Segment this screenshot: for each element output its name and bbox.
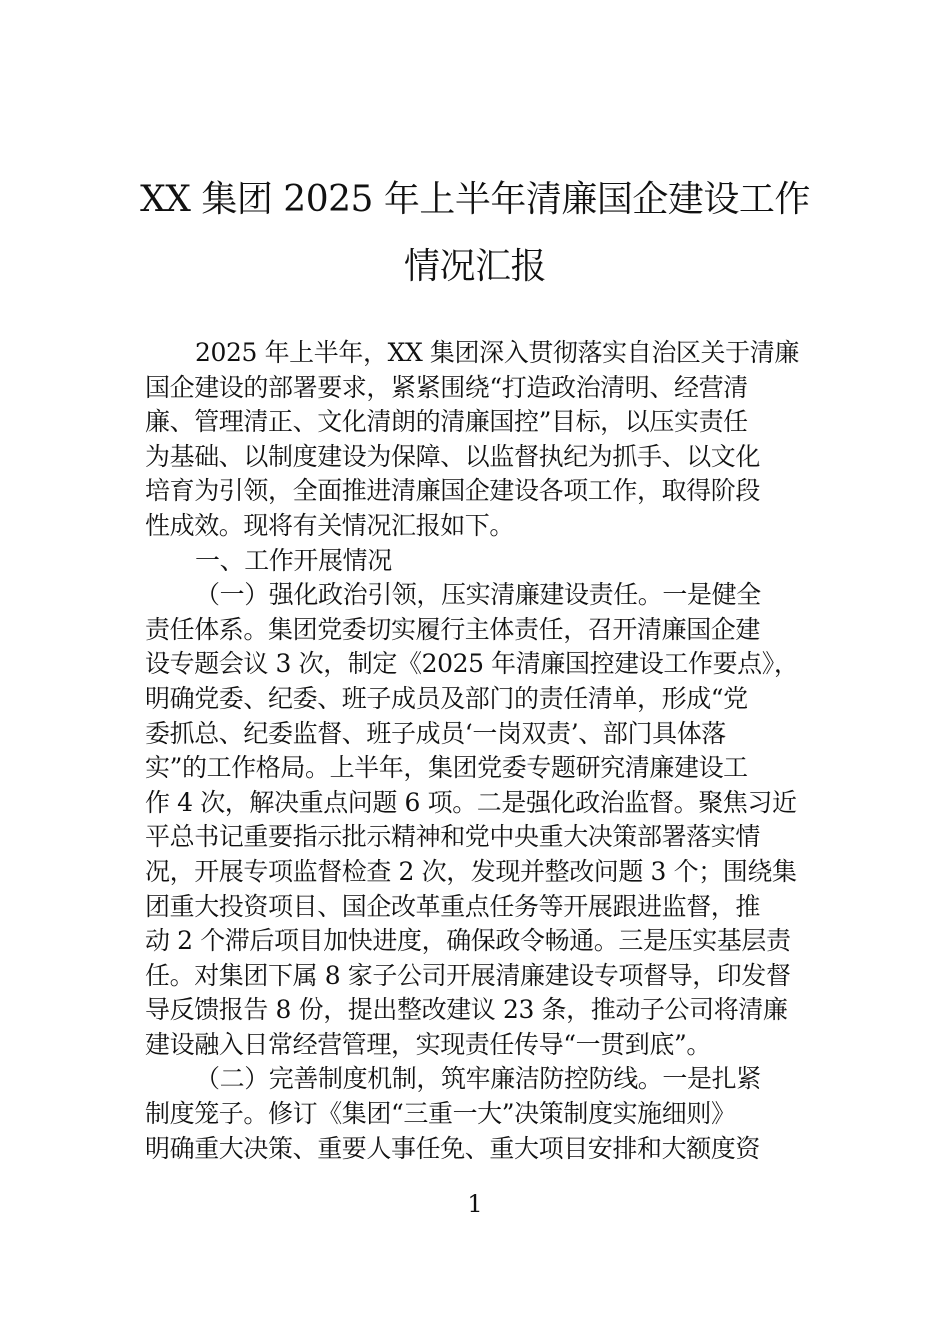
page-number: 1 (467, 1190, 483, 1218)
body-text-line: 导反馈报告 8 份，提出整改建议 23 条，推动子公司将清廉 (145, 995, 788, 1025)
body-text-line: 平总书记重要指示批示精神和党中央重大决策部署落实情 (145, 822, 761, 852)
body-text-line: 委抓总、纪委监督、班子成员‘一岗双责’、部门具体落 (145, 718, 726, 748)
document-title-line-1: XX 集团 2025 年上半年清廉国企建设工作 (140, 179, 810, 220)
body-text-line: 动 2 个滞后项目加快进度，确保政令畅通。三是压实基层责 (145, 926, 791, 956)
body-text-line: 廉、管理清正、文化清朗的清廉国控”目标，以压实责任 (145, 407, 748, 437)
body-text-line: 明确重大决策、重要人事任免、重大项目安排和大额度资 (145, 1133, 761, 1163)
body-text-line: 为基础、以制度建设为保障、以监督执纪为抓手、以文化 (145, 441, 761, 471)
body-text-line: 2025 年上半年，XX 集团深入贯彻落实自治区关于清廉 (195, 338, 799, 367)
body-text-line: 制度笼子。修订《集团“三重一大”决策制度实施细则》 (145, 1099, 736, 1129)
body-text-line: 设专题会议 3 次，制定《2025 年清廉国控建设工作要点》， (145, 649, 799, 679)
body-text-line: 培育为引领，全面推进清廉国企建设各项工作，取得阶段 (145, 476, 761, 506)
body-text-line: 任。对集团下属 8 家子公司开展清廉建设专项督导，印发督 (145, 960, 791, 990)
body-text-line: 作 4 次，解决重点问题 6 项。二是强化政治监督。聚焦习近 (145, 787, 797, 817)
document-body (145, 336, 807, 1166)
body-text-line: 明确党委、纪委、班子成员及部门的责任清单，形成“党 (145, 683, 748, 713)
body-text-line: 性成效。现将有关情况汇报如下。 (145, 510, 515, 540)
body-text-line: 团重大投资项目、国企改革重点任务等开展跟进监督，推 (145, 891, 761, 921)
document-title-line-2: 情况汇报 (403, 246, 546, 287)
body-text-line: 建设融入日常经营管理，实现责任传导“一贯到底”。 (145, 1029, 711, 1059)
body-text-line: （一）强化政治引领，压实清廉建设责任。一是健全 (195, 580, 761, 610)
body-text-line: 责任体系。集团党委切实履行主体责任，召开清廉国企建 (145, 614, 761, 644)
body-text-line: 一、工作开展情况 (195, 545, 392, 575)
body-text-line: 况，开展专项监督检查 2 次，发现并整改问题 3 个；围绕集 (145, 856, 797, 886)
body-text-line: 实”的工作格局。上半年，集团党委专题研究清廉建设工 (145, 753, 748, 783)
body-text-line: 国企建设的部署要求，紧紧围绕“打造政治清明、经营清 (145, 372, 748, 402)
body-text-line: （二）完善制度机制，筑牢廉洁防控防线。一是扎紧 (195, 1064, 761, 1094)
